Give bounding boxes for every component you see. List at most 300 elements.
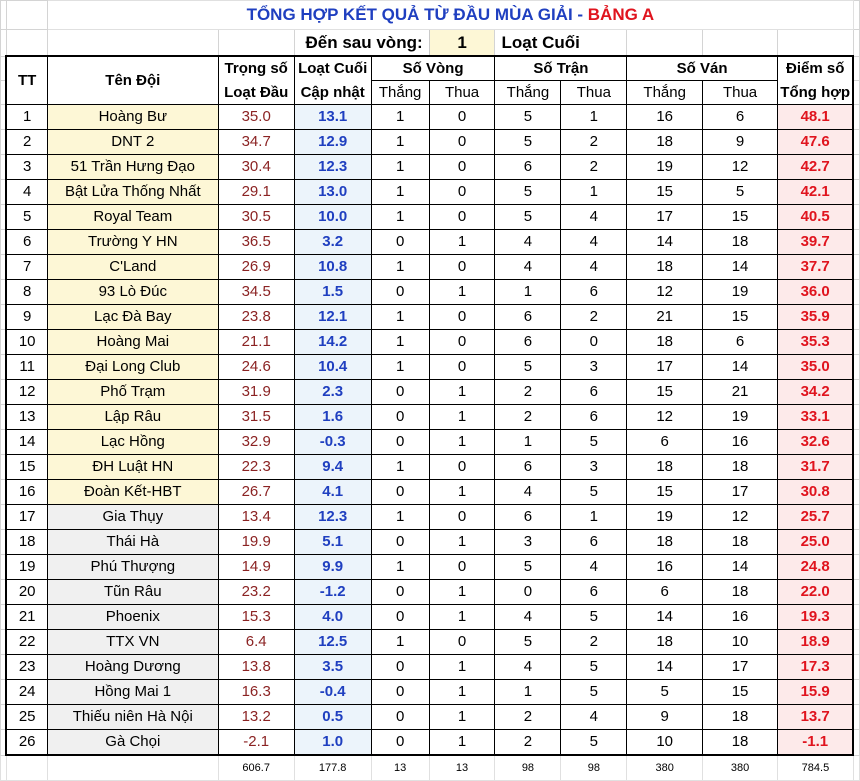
cell-weight-first: 30.5	[218, 205, 294, 230]
table-row	[1, 630, 860, 655]
cell-last-update: 9.4	[294, 455, 371, 480]
cell-games-win: 19	[627, 155, 703, 180]
cell-team-name: Đại Long Club	[47, 355, 218, 380]
table-row	[1, 355, 860, 380]
cell-games-win: 14	[627, 655, 703, 680]
total-points: 784.5	[777, 755, 853, 781]
cell-total-points: 15.9	[777, 680, 853, 705]
cell-tt: 8	[6, 280, 47, 305]
cell-weight-first: 34.5	[218, 280, 294, 305]
cell-last-update: 12.9	[294, 130, 371, 155]
header-games-loss: Thua	[703, 81, 778, 105]
cell-weight-first: 22.3	[218, 455, 294, 480]
cell-rounds-win: 1	[371, 555, 429, 580]
cell-matches-loss: 2	[561, 305, 627, 330]
cell-rounds-win: 0	[371, 405, 429, 430]
cell-games-win: 15	[627, 480, 703, 505]
cell-last-update: 12.1	[294, 305, 371, 330]
cell-rounds-win: 1	[371, 180, 429, 205]
header-last-1: Loạt Cuối	[294, 56, 371, 81]
title-main: TỔNG HỢP KẾT QUẢ TỪ ĐẦU MÙA GIẢI -	[246, 5, 588, 24]
cell-matches-win: 6	[495, 505, 561, 530]
cell-rounds-loss: 0	[429, 105, 495, 130]
cell-matches-win: 5	[495, 130, 561, 155]
cell-games-win: 12	[627, 280, 703, 305]
cell-matches-win: 4	[495, 255, 561, 280]
table-row	[1, 430, 860, 455]
cell-last-update: 0.5	[294, 705, 371, 730]
cell-rounds-loss: 1	[429, 680, 495, 705]
cell-matches-loss: 4	[561, 205, 627, 230]
round-value[interactable]: 1	[429, 30, 495, 57]
title-group: BẢNG A	[587, 5, 655, 24]
total-weight: 606.7	[218, 755, 294, 781]
table-row	[1, 330, 860, 355]
table-row	[1, 405, 860, 430]
cell-matches-loss: 6	[561, 405, 627, 430]
cell-matches-win: 1	[495, 680, 561, 705]
table-row	[1, 105, 860, 130]
header-rounds-loss: Thua	[429, 81, 495, 105]
cell-games-win: 19	[627, 505, 703, 530]
cell-weight-first: 14.9	[218, 555, 294, 580]
cell-matches-win: 1	[495, 280, 561, 305]
cell-team-name: Phoenix	[47, 605, 218, 630]
cell-matches-loss: 2	[561, 130, 627, 155]
round-text: Loạt Cuối	[495, 30, 627, 57]
table-row	[1, 655, 860, 680]
cell-rounds-win: 1	[371, 155, 429, 180]
cell-matches-win: 4	[495, 655, 561, 680]
cell-tt: 15	[6, 455, 47, 480]
cell-matches-loss: 4	[561, 255, 627, 280]
cell-games-win: 16	[627, 555, 703, 580]
totals-row	[1, 755, 860, 781]
header-tt: TT	[6, 56, 47, 105]
cell-team-name: Trường Y HN	[47, 230, 218, 255]
cell-matches-loss: 0	[561, 330, 627, 355]
cell-games-win: 6	[627, 580, 703, 605]
cell-tt: 16	[6, 480, 47, 505]
header-rounds-win: Thắng	[371, 81, 429, 105]
cell-last-update: 1.5	[294, 280, 371, 305]
cell-tt: 13	[6, 405, 47, 430]
cell-total-points: 42.7	[777, 155, 853, 180]
cell-matches-loss: 1	[561, 505, 627, 530]
table-row	[1, 255, 860, 280]
cell-rounds-win: 0	[371, 730, 429, 756]
cell-team-name: 51 Trần Hưng Đạo	[47, 155, 218, 180]
cell-team-name: Lạc Đà Bay	[47, 305, 218, 330]
cell-total-points: 47.6	[777, 130, 853, 155]
cell-games-loss: 15	[703, 680, 778, 705]
cell-matches-loss: 6	[561, 580, 627, 605]
total-rounds-loss: 13	[429, 755, 495, 781]
cell-rounds-loss: 0	[429, 355, 495, 380]
cell-rounds-win: 1	[371, 330, 429, 355]
cell-rounds-loss: 1	[429, 580, 495, 605]
cell-rounds-loss: 0	[429, 205, 495, 230]
cell-rounds-win: 1	[371, 355, 429, 380]
cell-rounds-loss: 1	[429, 730, 495, 756]
cell-total-points: 34.2	[777, 380, 853, 405]
header-games: Số Ván	[627, 56, 778, 81]
cell-matches-loss: 4	[561, 555, 627, 580]
cell-tt: 20	[6, 580, 47, 605]
cell-weight-first: 21.1	[218, 330, 294, 355]
cell-weight-first: 19.9	[218, 530, 294, 555]
cell-weight-first: 13.8	[218, 655, 294, 680]
cell-games-loss: 17	[703, 480, 778, 505]
cell-rounds-win: 1	[371, 205, 429, 230]
cell-team-name: Phố Trạm	[47, 380, 218, 405]
cell-total-points: 25.7	[777, 505, 853, 530]
cell-weight-first: 36.5	[218, 230, 294, 255]
table-row	[1, 705, 860, 730]
cell-total-points: 17.3	[777, 655, 853, 680]
cell-team-name: Gia Thụy	[47, 505, 218, 530]
cell-tt: 26	[6, 730, 47, 756]
cell-games-loss: 18	[703, 705, 778, 730]
cell-rounds-loss: 1	[429, 380, 495, 405]
cell-tt: 24	[6, 680, 47, 705]
cell-matches-loss: 5	[561, 680, 627, 705]
cell-rounds-win: 0	[371, 230, 429, 255]
cell-games-loss: 19	[703, 280, 778, 305]
cell-rounds-win: 0	[371, 705, 429, 730]
cell-rounds-loss: 1	[429, 405, 495, 430]
cell-tt: 14	[6, 430, 47, 455]
cell-tt: 7	[6, 255, 47, 280]
cell-matches-win: 6	[495, 155, 561, 180]
cell-tt: 9	[6, 305, 47, 330]
cell-tt: 25	[6, 705, 47, 730]
round-label: Đến sau vòng:	[294, 30, 429, 57]
cell-last-update: 9.9	[294, 555, 371, 580]
header-total-1: Điểm số	[777, 56, 853, 81]
cell-matches-win: 6	[495, 455, 561, 480]
cell-total-points: 37.7	[777, 255, 853, 280]
cell-weight-first: 6.4	[218, 630, 294, 655]
cell-matches-loss: 1	[561, 105, 627, 130]
cell-total-points: 35.3	[777, 330, 853, 355]
cell-rounds-loss: 1	[429, 280, 495, 305]
cell-matches-win: 6	[495, 330, 561, 355]
cell-rounds-loss: 1	[429, 605, 495, 630]
cell-games-win: 17	[627, 205, 703, 230]
cell-matches-win: 2	[495, 405, 561, 430]
cell-games-loss: 18	[703, 730, 778, 756]
cell-total-points: 19.3	[777, 605, 853, 630]
cell-last-update: 12.3	[294, 505, 371, 530]
cell-matches-loss: 3	[561, 355, 627, 380]
cell-last-update: 12.5	[294, 630, 371, 655]
cell-tt: 3	[6, 155, 47, 180]
cell-games-win: 18	[627, 330, 703, 355]
cell-total-points: 25.0	[777, 530, 853, 555]
header-weight-1: Trọng số	[218, 56, 294, 81]
cell-matches-loss: 5	[561, 430, 627, 455]
cell-weight-first: 26.7	[218, 480, 294, 505]
cell-last-update: 4.1	[294, 480, 371, 505]
cell-rounds-loss: 0	[429, 255, 495, 280]
table-row	[1, 580, 860, 605]
cell-rounds-win: 0	[371, 580, 429, 605]
cell-team-name: DNT 2	[47, 130, 218, 155]
header-games-win: Thắng	[627, 81, 703, 105]
cell-matches-loss: 5	[561, 480, 627, 505]
cell-matches-win: 3	[495, 530, 561, 555]
cell-games-loss: 6	[703, 105, 778, 130]
cell-matches-loss: 6	[561, 280, 627, 305]
cell-matches-loss: 1	[561, 180, 627, 205]
cell-matches-loss: 6	[561, 380, 627, 405]
cell-games-loss: 9	[703, 130, 778, 155]
cell-rounds-loss: 0	[429, 555, 495, 580]
cell-games-loss: 14	[703, 355, 778, 380]
cell-total-points: 33.1	[777, 405, 853, 430]
cell-total-points: 24.8	[777, 555, 853, 580]
cell-tt: 6	[6, 230, 47, 255]
cell-rounds-loss: 1	[429, 705, 495, 730]
cell-last-update: 4.0	[294, 605, 371, 630]
cell-tt: 17	[6, 505, 47, 530]
table-row	[1, 155, 860, 180]
cell-rounds-win: 0	[371, 480, 429, 505]
cell-team-name: Gà Chọi	[47, 730, 218, 756]
cell-rounds-win: 1	[371, 455, 429, 480]
cell-rounds-loss: 0	[429, 180, 495, 205]
cell-team-name: Lập Râu	[47, 405, 218, 430]
cell-rounds-win: 0	[371, 605, 429, 630]
cell-rounds-win: 0	[371, 430, 429, 455]
header-total-2: Tổng hợp	[777, 81, 853, 105]
cell-games-win: 17	[627, 355, 703, 380]
cell-rounds-win: 0	[371, 680, 429, 705]
cell-rounds-win: 0	[371, 530, 429, 555]
cell-rounds-loss: 0	[429, 505, 495, 530]
cell-weight-first: 31.5	[218, 405, 294, 430]
cell-team-name: C'Land	[47, 255, 218, 280]
cell-weight-first: 16.3	[218, 680, 294, 705]
cell-matches-win: 1	[495, 430, 561, 455]
cell-team-name: 93 Lò Đúc	[47, 280, 218, 305]
cell-games-loss: 14	[703, 555, 778, 580]
cell-tt: 19	[6, 555, 47, 580]
cell-rounds-loss: 1	[429, 230, 495, 255]
cell-matches-win: 5	[495, 105, 561, 130]
cell-total-points: 18.9	[777, 630, 853, 655]
header-matches-loss: Thua	[561, 81, 627, 105]
cell-total-points: -1.1	[777, 730, 853, 756]
cell-total-points: 36.0	[777, 280, 853, 305]
cell-rounds-win: 1	[371, 130, 429, 155]
cell-team-name: Hoàng Dương	[47, 655, 218, 680]
cell-rounds-win: 1	[371, 105, 429, 130]
table-row	[1, 305, 860, 330]
cell-matches-win: 2	[495, 730, 561, 756]
cell-last-update: 3.2	[294, 230, 371, 255]
cell-rounds-win: 0	[371, 280, 429, 305]
total-last: 177.8	[294, 755, 371, 781]
cell-matches-win: 2	[495, 705, 561, 730]
cell-games-win: 10	[627, 730, 703, 756]
cell-matches-win: 6	[495, 305, 561, 330]
cell-rounds-loss: 1	[429, 530, 495, 555]
cell-games-loss: 5	[703, 180, 778, 205]
cell-rounds-win: 1	[371, 630, 429, 655]
cell-games-win: 9	[627, 705, 703, 730]
table-row	[1, 380, 860, 405]
cell-team-name: Tũn Râu	[47, 580, 218, 605]
cell-matches-win: 5	[495, 630, 561, 655]
total-matches-win: 98	[495, 755, 561, 781]
cell-tt: 1	[6, 105, 47, 130]
cell-games-loss: 14	[703, 255, 778, 280]
cell-last-update: 13.1	[294, 105, 371, 130]
cell-matches-win: 4	[495, 230, 561, 255]
cell-matches-loss: 4	[561, 705, 627, 730]
cell-matches-loss: 6	[561, 530, 627, 555]
cell-total-points: 13.7	[777, 705, 853, 730]
header-team: Tên Đội	[47, 56, 218, 105]
table-row	[1, 180, 860, 205]
total-rounds-win: 13	[371, 755, 429, 781]
table-row	[1, 280, 860, 305]
header-matches-win: Thắng	[495, 81, 561, 105]
cell-games-loss: 21	[703, 380, 778, 405]
cell-games-win: 18	[627, 530, 703, 555]
cell-last-update: 1.0	[294, 730, 371, 756]
cell-rounds-loss: 0	[429, 305, 495, 330]
total-games-loss: 380	[703, 755, 778, 781]
cell-tt: 10	[6, 330, 47, 355]
cell-games-win: 18	[627, 630, 703, 655]
cell-weight-first: 34.7	[218, 130, 294, 155]
cell-weight-first: 13.2	[218, 705, 294, 730]
standings-body	[1, 105, 860, 756]
cell-tt: 21	[6, 605, 47, 630]
cell-rounds-loss: 0	[429, 330, 495, 355]
cell-tt: 5	[6, 205, 47, 230]
cell-rounds-win: 0	[371, 655, 429, 680]
cell-weight-first: 29.1	[218, 180, 294, 205]
cell-games-win: 21	[627, 305, 703, 330]
cell-total-points: 48.1	[777, 105, 853, 130]
cell-team-name: Royal Team	[47, 205, 218, 230]
cell-matches-win: 4	[495, 480, 561, 505]
cell-weight-first: 23.8	[218, 305, 294, 330]
cell-matches-win: 4	[495, 605, 561, 630]
cell-matches-loss: 5	[561, 655, 627, 680]
table-row	[1, 455, 860, 480]
cell-matches-loss: 2	[561, 630, 627, 655]
cell-team-name: ĐH Luật HN	[47, 455, 218, 480]
cell-total-points: 35.9	[777, 305, 853, 330]
table-row	[1, 555, 860, 580]
table-row	[1, 530, 860, 555]
cell-team-name: Hoàng Mai	[47, 330, 218, 355]
cell-last-update: 13.0	[294, 180, 371, 205]
cell-games-win: 18	[627, 455, 703, 480]
cell-rounds-loss: 1	[429, 655, 495, 680]
cell-games-loss: 18	[703, 455, 778, 480]
cell-total-points: 31.7	[777, 455, 853, 480]
table-row	[1, 230, 860, 255]
cell-tt: 11	[6, 355, 47, 380]
cell-weight-first: 15.3	[218, 605, 294, 630]
cell-rounds-loss: 1	[429, 430, 495, 455]
cell-team-name: Bật Lửa Thống Nhất	[47, 180, 218, 205]
cell-weight-first: 31.9	[218, 380, 294, 405]
cell-games-win: 5	[627, 680, 703, 705]
cell-rounds-loss: 0	[429, 455, 495, 480]
cell-games-loss: 6	[703, 330, 778, 355]
cell-total-points: 22.0	[777, 580, 853, 605]
cell-matches-loss: 5	[561, 605, 627, 630]
cell-rounds-win: 1	[371, 305, 429, 330]
cell-games-win: 15	[627, 380, 703, 405]
cell-last-update: 12.3	[294, 155, 371, 180]
table-row	[1, 130, 860, 155]
cell-games-win: 16	[627, 105, 703, 130]
cell-tt: 23	[6, 655, 47, 680]
cell-matches-loss: 4	[561, 230, 627, 255]
cell-team-name: Thái Hà	[47, 530, 218, 555]
cell-weight-first: 13.4	[218, 505, 294, 530]
cell-weight-first: 23.2	[218, 580, 294, 605]
cell-total-points: 30.8	[777, 480, 853, 505]
cell-total-points: 40.5	[777, 205, 853, 230]
cell-total-points: 42.1	[777, 180, 853, 205]
table-row	[1, 205, 860, 230]
header-weight-2: Loạt Đầu	[218, 81, 294, 105]
cell-weight-first: 26.9	[218, 255, 294, 280]
header-rounds: Số Vòng	[371, 56, 495, 81]
cell-team-name: TTX VN	[47, 630, 218, 655]
cell-games-loss: 12	[703, 505, 778, 530]
cell-tt: 12	[6, 380, 47, 405]
cell-matches-win: 5	[495, 180, 561, 205]
cell-games-win: 18	[627, 130, 703, 155]
cell-last-update: -0.3	[294, 430, 371, 455]
cell-games-loss: 16	[703, 430, 778, 455]
cell-games-loss: 10	[703, 630, 778, 655]
cell-total-points: 39.7	[777, 230, 853, 255]
cell-total-points: 35.0	[777, 355, 853, 380]
cell-last-update: -0.4	[294, 680, 371, 705]
cell-weight-first: 30.4	[218, 155, 294, 180]
cell-games-win: 14	[627, 230, 703, 255]
cell-team-name: Phú Thượng	[47, 555, 218, 580]
cell-games-win: 15	[627, 180, 703, 205]
cell-weight-first: 32.9	[218, 430, 294, 455]
table-row	[1, 680, 860, 705]
cell-last-update: 1.6	[294, 405, 371, 430]
cell-rounds-loss: 0	[429, 130, 495, 155]
cell-team-name: Hồng Mai 1	[47, 680, 218, 705]
cell-matches-loss: 2	[561, 155, 627, 180]
cell-team-name: Hoàng Bư	[47, 105, 218, 130]
cell-tt: 4	[6, 180, 47, 205]
cell-games-win: 12	[627, 405, 703, 430]
header-last-2: Cập nhật	[294, 81, 371, 105]
cell-games-loss: 12	[703, 155, 778, 180]
cell-rounds-loss: 1	[429, 480, 495, 505]
table-row	[1, 480, 860, 505]
cell-rounds-win: 1	[371, 505, 429, 530]
cell-rounds-loss: 0	[429, 630, 495, 655]
